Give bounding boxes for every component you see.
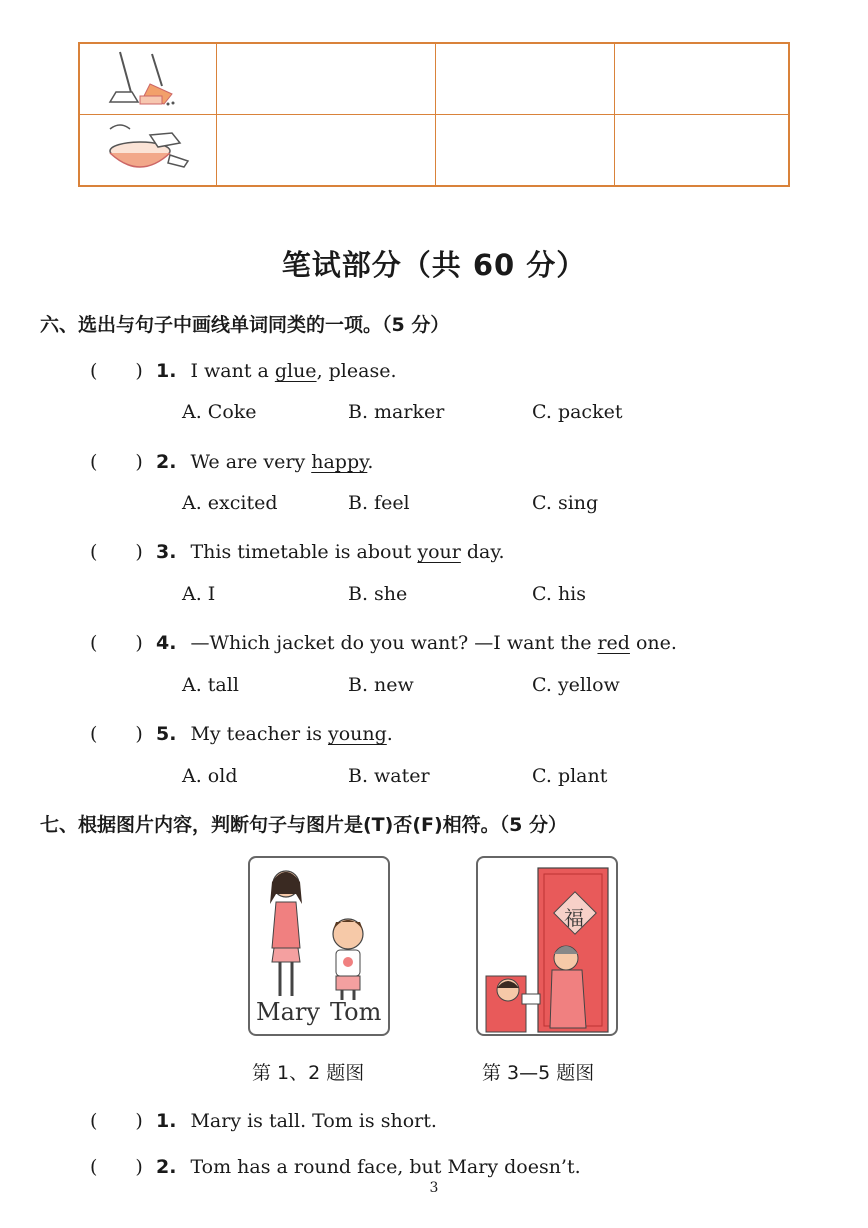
option-a: A. Coke <box>182 401 257 423</box>
table-cell <box>436 115 615 187</box>
option-c: C. plant <box>532 765 608 787</box>
picture1-caption: 第 1、2 题图 <box>252 1062 365 1084</box>
option-a: A. I <box>182 583 216 605</box>
question-text: My teacher is <box>190 723 322 745</box>
answer-blank[interactable]: ( ) <box>90 723 143 745</box>
part6-heading: 六、选出与句子中画线单词同类的一项。（5 分） <box>40 314 450 336</box>
broom-icon <box>80 44 214 110</box>
underlined-word: young <box>327 723 387 745</box>
question-line <box>90 628 677 655</box>
answer-blank[interactable]: ( ) <box>90 632 143 654</box>
activity-table <box>78 42 790 187</box>
question-line <box>90 1106 437 1133</box>
underlined-word: your <box>417 541 461 563</box>
question-line <box>90 447 373 474</box>
question-text: —Which jacket do you want? —I want the <box>190 632 592 654</box>
option-b: B. she <box>348 583 408 605</box>
option-b: B. new <box>348 674 414 696</box>
option-b: B. feel <box>348 492 410 514</box>
question-number: 1. <box>156 360 177 382</box>
option-a: A. old <box>182 765 238 787</box>
question-text: This timetable is about <box>190 541 412 563</box>
question-line <box>90 356 397 383</box>
sweeping-picture-cell <box>79 43 217 115</box>
question-line <box>90 537 505 564</box>
wash-bowl-icon <box>80 115 214 181</box>
page-number: 3 <box>429 1180 439 1196</box>
door-scene-picture <box>476 856 618 1036</box>
mary-label: Mary <box>256 998 320 1026</box>
question-number: 2. <box>156 451 177 473</box>
question-number: 2. <box>156 1156 177 1178</box>
table-cell <box>615 115 790 187</box>
question-text: We are very <box>190 451 306 473</box>
question-text-end: . <box>367 451 374 473</box>
option-c: C. yellow <box>532 674 620 696</box>
section-title: 笔试部分（共 60 分） <box>281 248 587 282</box>
question-number: 4. <box>156 632 177 654</box>
table-cell <box>217 115 436 187</box>
fu-character: 福 <box>564 906 584 930</box>
option-b: B. marker <box>348 401 445 423</box>
answer-blank[interactable]: ( ) <box>90 1156 143 1178</box>
question-number: 5. <box>156 723 177 745</box>
answer-blank[interactable]: ( ) <box>90 360 143 382</box>
tom-label: Tom <box>330 998 382 1026</box>
part7-heading: 七、根据图片内容，判断句子与图片是(T)否(F)相符。（5 分） <box>40 814 568 836</box>
answer-blank[interactable]: ( ) <box>90 541 143 563</box>
door-scene-illustration <box>478 858 616 1034</box>
question-text-end: , please. <box>316 360 397 382</box>
option-c: C. sing <box>532 492 599 514</box>
option-a: A. tall <box>182 674 239 696</box>
underlined-word: red <box>597 632 630 654</box>
answer-blank[interactable]: ( ) <box>90 451 143 473</box>
underlined-word: happy <box>311 451 368 473</box>
question-text-end: one. <box>635 632 677 654</box>
question-number: 3. <box>156 541 177 563</box>
question-text: I want a <box>190 360 269 382</box>
question-text: Mary is tall. Tom is short. <box>190 1110 437 1132</box>
table-cell <box>217 43 436 115</box>
option-b: B. water <box>348 765 430 787</box>
mary-tom-picture <box>248 856 390 1036</box>
washing-picture-cell <box>79 115 217 187</box>
table-cell <box>436 43 615 115</box>
question-text-end: . <box>386 723 393 745</box>
question-text: Tom has a round face, but Mary doesn’t. <box>190 1156 581 1178</box>
table-cell <box>615 43 790 115</box>
option-c: C. his <box>532 583 587 605</box>
underlined-word: glue <box>274 360 317 382</box>
question-number: 1. <box>156 1110 177 1132</box>
question-line <box>90 719 393 746</box>
option-a: A. excited <box>182 492 278 514</box>
answer-blank[interactable]: ( ) <box>90 1110 143 1132</box>
question-text-end: day. <box>466 541 505 563</box>
picture2-caption: 第 3—5 题图 <box>482 1062 595 1084</box>
question-line <box>90 1152 581 1179</box>
option-c: C. packet <box>532 401 623 423</box>
